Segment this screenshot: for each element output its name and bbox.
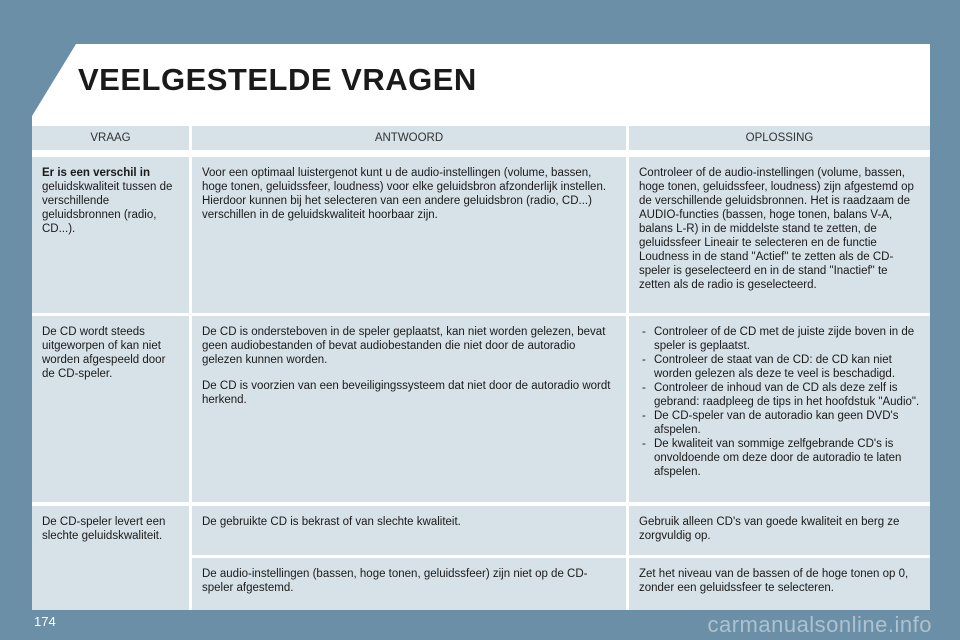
list-item: - Controleer of de CD met de juiste zijde boven in de speler is geplaatst. (639, 325, 920, 353)
row1-answer (192, 157, 626, 313)
row1-question-text: geluidskwaliteit tussen de verschillende geluidsbronnen (radio, CD...). (42, 181, 173, 235)
header-question: VRAAG (32, 126, 189, 150)
watermark: carmanualsonline.info (707, 612, 932, 637)
row2-answer (192, 316, 626, 502)
row1-solution-text: Controleer of de audio-instellingen (volume, bassen, hoge tonen, geluidssfeer, loudness) zijn afgestemd op de verschillende geluidsbronnen. Het is raadzaam de AUDIO-functies (bassen, hoge tonen, balans V-A, balans L-R) in de middelste stand te zetten, de geluidssfeer Lineair te selecteren en de functie Loudness in de stand "Actief" te zetten als de CD-speler is geselecteerd en in de stand "Inactief" te zetten als de radio is geselecteerd. (639, 167, 914, 291)
header-answer: ANTWOORD (192, 126, 626, 150)
row3-solution-a (629, 506, 930, 555)
list-item: - De CD-speler van de autoradio kan geen DVD's afspelen. (639, 409, 920, 437)
row2-answer-p2: De CD is voorzien van een beveiligingssysteem dat niet door de autoradio wordt herkend. (202, 380, 611, 406)
row2-question (32, 316, 189, 502)
row3-answer-a-text: De gebruikte CD is bekrast of van slechte kwaliteit. (202, 516, 461, 528)
row3-answer-a (192, 506, 626, 555)
row2-question-text: De CD wordt steeds uitgeworpen of kan niet worden afgespeeld door de CD-speler. (42, 326, 166, 380)
row1-question-lead: Er is een verschil in (42, 167, 151, 179)
row3-question-text: De CD-speler levert een slechte geluidskwaliteit. (42, 516, 166, 542)
header-solution: OPLOSSING (629, 126, 930, 150)
row3-answer-b (192, 558, 626, 610)
row1-question (32, 157, 189, 313)
row1-answer-text: Voor een optimaal luistergenot kunt u de audio-instellingen (volume, bassen, hoge tonen, geluidssfeer, loudness) voor elke geluidsbron afzonderlijk instellen. Hierdoor kunnen bij het selecteren van een andere geluidsbron (radio, CD...) verschillen in de geluidskwaliteit hoorbaar zijn. (202, 167, 607, 221)
list-item: - Controleer de inhoud van de CD als deze zelf is gebrand: raadpleeg de tips in het hoofdstuk "Audio". (639, 381, 920, 409)
row2-solution (629, 316, 930, 502)
row3-solution-b-text: Zet het niveau van de bassen of de hoge tonen op 0, zonder een geluidssfeer te selecteren. (639, 568, 909, 594)
row2-solution-list (639, 325, 920, 479)
page-title: VEELGESTELDE VRAGEN (78, 62, 477, 97)
row1-solution (629, 157, 930, 313)
row3-answer-b-text: De audio-instellingen (bassen, hoge tonen, geluidssfeer) zijn niet op de CD-speler afgestemd. (202, 568, 588, 594)
row2-answer-p1: De CD is ondersteboven in de speler geplaatst, kan niet worden gelezen, bevat geen audiobestanden of bevat audiobestanden die niet door de autoradio gelezen kunnen worden. (202, 326, 606, 366)
row3-solution-a-text: Gebruik alleen CD's van goede kwaliteit en berg ze zorgvuldig op. (639, 516, 900, 542)
row3-solution-b (629, 558, 930, 610)
list-item: - De kwaliteit van sommige zelfgebrande CD's is onvoldoende om deze door de autoradio te laten afspelen. (639, 437, 920, 479)
row3-question (32, 506, 189, 610)
page-number: 174 (34, 614, 56, 629)
list-item: - Controleer de staat van de CD: de CD kan niet worden gelezen als deze te veel is beschadigd. (639, 353, 920, 381)
